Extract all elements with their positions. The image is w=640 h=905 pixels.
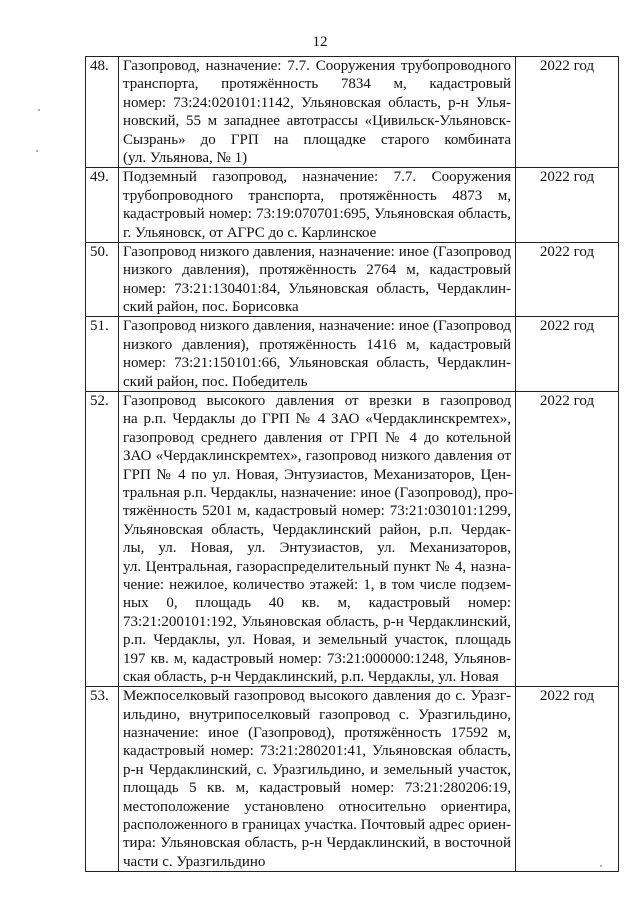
description-line: Газопровод низкого давления, назначение: иное (Газопровод [123, 318, 511, 335]
description-line: Подземный газопровод, назначение: 7.7. Сооружения [123, 169, 511, 186]
description-line: чение: нежилое, количество этажей: 1, в том числе подзем- [123, 576, 511, 593]
object-description [119, 168, 516, 243]
transfer-year: 2022 год [516, 168, 619, 243]
row-number: 48. [86, 57, 119, 168]
object-description [119, 317, 516, 392]
description-line: ильдино, внутрипоселковый газопровод с. Уразгильдино, [123, 706, 511, 723]
description-line: Межпоселковый газопровод высокого давления до с. Уразг- [123, 688, 511, 705]
description-line: г. Ульяновск, от АГРС до с. Карлинское [123, 224, 377, 241]
row-number: 51. [86, 317, 119, 392]
description-line: Газопровод высокого давления от врезки в газопровод [123, 393, 511, 410]
description-line: кадастровый номер: 73:21:280201:41, Ульяновская область, [123, 743, 511, 760]
description-line: номер: 73:24:020101:1142, Ульяновская область, р-н Улья- [123, 94, 511, 111]
description-line: Ульяновская область, Чердаклинский район, р.п. Чердак- [123, 521, 511, 538]
object-description [119, 392, 516, 687]
description-line: назначение: иное (Газопровод), протяжённость 17592 м, [123, 725, 511, 742]
transfer-year: 2022 год [516, 242, 619, 317]
description-line: тяжённость 5201 м, кадастровый номер: 73:21:030101:1299, [123, 503, 511, 520]
description-line: транспорта, протяжённость 7834 м, кадастровый [123, 76, 511, 93]
description-line: тира: Ульяновская область, р-н Чердаклинский, в восточной [123, 835, 511, 852]
description-line: р-н Чердаклинский, с. Уразгильдино, и земельный участок, [123, 761, 511, 778]
description-line: Газопровод, назначение: 7.7. Сооружения трубопроводного [123, 58, 511, 74]
description-line: газопровод среднего давления от ГРП № 4 до котельной [123, 429, 511, 446]
registry-table-body [86, 57, 619, 872]
table-row [86, 392, 619, 687]
description-line: части с. Уразгильдино [123, 853, 266, 870]
description-line: тральная р.п. Чердаклы, назначение: иное (Газопровод), про- [123, 484, 513, 501]
page-number: 12 [312, 34, 328, 50]
description-line: ская область, р-н Чердаклинский, р.п. Чердаклы, ул. Новая [123, 668, 499, 685]
transfer-year: 2022 год [516, 687, 619, 872]
row-number: 52. [86, 392, 119, 687]
description-line: новский, 55 м западнее автотрассы «Цивильск-Ульяновск- [123, 113, 511, 130]
description-line: номер: 73:21:130401:84, Ульяновская область, Чердаклин- [123, 280, 511, 297]
description-line: 197 кв. м, кадастровый номер: 73:21:000000:1248, Ульянов- [123, 650, 511, 667]
row-number: 53. [86, 687, 119, 872]
description-line: ский район, пос. Победитель [123, 373, 308, 390]
transfer-year: 2022 год [516, 317, 619, 392]
description-line: (ул. Ульянова, № 1) [123, 149, 248, 166]
description-line: номер: 73:21:150101:66, Ульяновская область, Чердаклин- [123, 355, 511, 372]
description-line: низкого давления), протяжённость 2764 м, кадастровый [123, 262, 511, 279]
registry-table [85, 56, 619, 872]
description-line: р.п. Чердаклы, ул. Новая, и земельный участок, площадь [123, 632, 511, 649]
description-line: местоположение установлено относительно ориентира, [123, 798, 511, 815]
description-line: Сызрань» до ГРП на площадке старого комбината [123, 131, 511, 148]
description-line: ГРП № 4 по ул. Новая, Энтузиастов, Механизаторов, Цен- [123, 466, 511, 483]
scan-speck [38, 109, 40, 111]
object-description [119, 687, 516, 872]
description-line: ЗАО «Чердаклинскремтех», газопровод низкого давления от [123, 448, 511, 465]
object-description [119, 57, 516, 168]
object-description [119, 242, 516, 317]
table-row [86, 242, 619, 317]
description-line: 73:21:200101:192, Ульяновская область, р-н Чердаклинский, [123, 613, 511, 630]
description-line: низкого давления), протяжённость 1416 м, кадастровый [123, 336, 511, 353]
description-line: расположенного в границах участка. Почтовый адрес ориен- [123, 817, 511, 834]
table-row [86, 317, 619, 392]
description-line: на р.п. Чердаклы до ГРП № 4 ЗАО «Чердаклинскремтех», [123, 411, 511, 428]
scan-speck [600, 865, 602, 867]
scan-speck [36, 150, 38, 152]
description-line: ул. Центральная, газораспределительный пункт № 4, назна- [123, 558, 511, 575]
row-number: 50. [86, 242, 119, 317]
description-line: ных 0, площадь 40 кв. м, кадастровый номер: [123, 595, 511, 612]
table-row [86, 57, 619, 168]
transfer-year: 2022 год [516, 57, 619, 168]
description-line: кадастровый номер: 73:19:070701:695, Ульяновская область, [123, 206, 511, 223]
description-line: площадь 5 кв. м, кадастровый номер: 73:21:280206:19, [123, 780, 511, 797]
table-row [86, 168, 619, 243]
description-line: трубопроводного транспорта, протяжённость 4873 м, [123, 187, 511, 204]
description-line: ский район, пос. Борисовка [123, 299, 299, 316]
transfer-year: 2022 год [516, 392, 619, 687]
row-number: 49. [86, 168, 119, 243]
description-line: Газопровод низкого давления, назначение: иное (Газопровод [123, 243, 511, 260]
description-line: лы, ул. Новая, ул. Энтузиастов, ул. Механизаторов, [123, 540, 511, 557]
table-row [86, 687, 619, 872]
